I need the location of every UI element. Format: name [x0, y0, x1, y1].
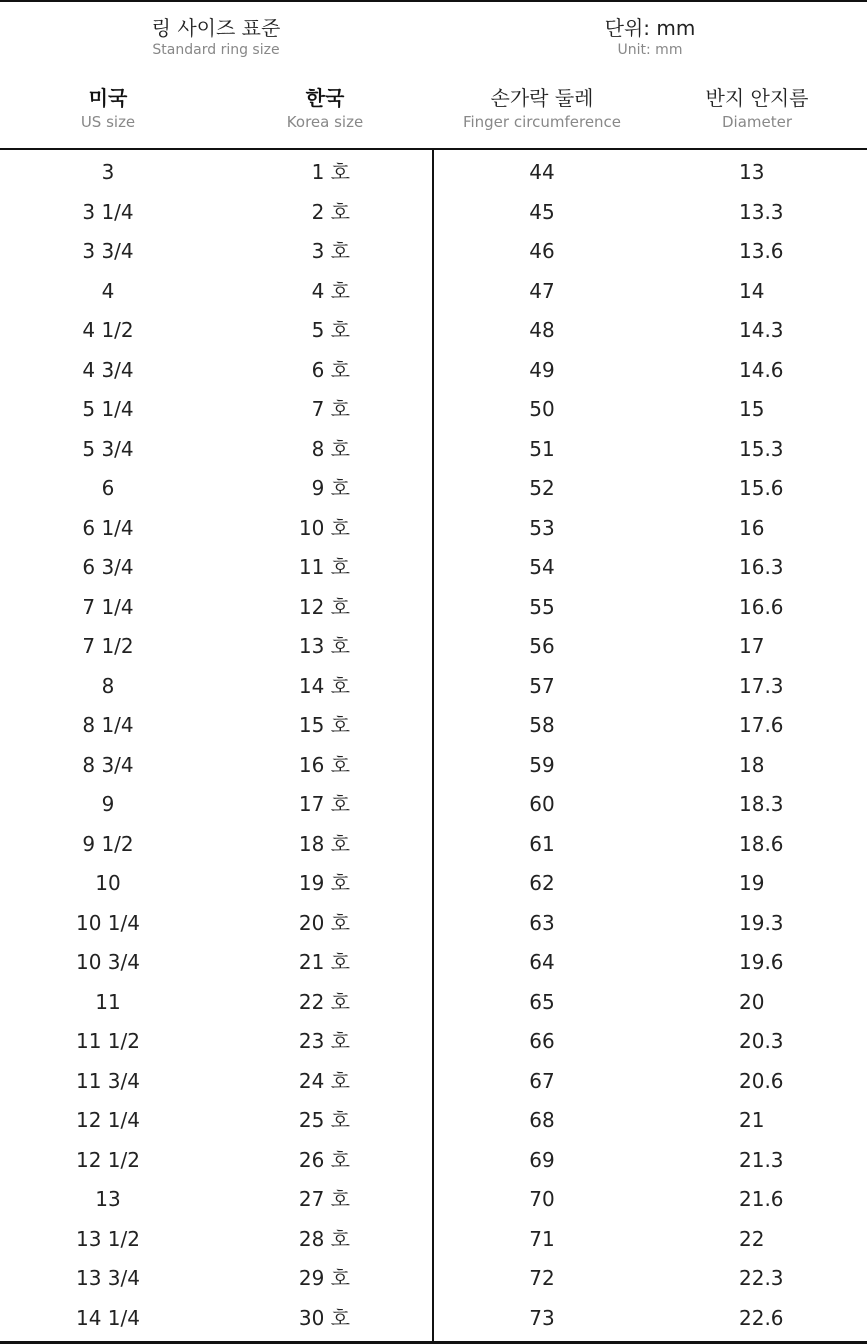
finger-circumference-cell: 71: [529, 1226, 555, 1251]
us-size-cell: 11 1/2: [76, 1029, 140, 1053]
korea-size-cell: 2 호: [311, 199, 350, 224]
table-row: [0, 1141, 867, 1181]
us-size-cell: 4: [101, 278, 115, 303]
finger-circumference-cell: 44: [529, 160, 555, 184]
diameter-cell: 17.3: [739, 673, 784, 698]
finger-circumference-cell: 50: [529, 397, 555, 421]
table-row: [0, 351, 867, 391]
finger-circumference-cell: 68: [529, 1108, 555, 1132]
korea-size-cell: 10 호: [298, 515, 350, 540]
unit-heading-en: Unit: mm: [617, 42, 683, 58]
us-size-cell: 10: [95, 871, 121, 895]
us-size-cell: 9: [101, 792, 115, 816]
us-size-cell: 12 1/2: [76, 1147, 140, 1172]
us-size-cell: 3: [101, 160, 115, 184]
korea-size-cell: 30 호: [298, 1305, 350, 1330]
table-row: [0, 1101, 867, 1141]
finger-circumference-cell: 66: [529, 1029, 555, 1053]
korea-size-cell: 20 호: [298, 910, 350, 935]
table-row: [0, 983, 867, 1023]
us-size-cell: 8 3/4: [82, 752, 134, 777]
finger-circumference-cell: 70: [529, 1187, 555, 1211]
finger-circumference-cell: 56: [529, 634, 555, 658]
diameter-cell: 16.6: [739, 594, 784, 619]
finger-circumference-cell: 55: [529, 594, 555, 619]
korea-size-cell: 14 호: [298, 673, 350, 698]
us-size-cell: 13 1/2: [76, 1226, 140, 1251]
table-row: [0, 153, 867, 193]
diameter-cell: 13.6: [739, 239, 784, 263]
diameter-cell: 16: [739, 515, 765, 540]
korea-size-cell: 25 호: [298, 1108, 350, 1132]
finger-circumference-cell: 72: [529, 1266, 555, 1290]
us-size-cell: 12 1/4: [76, 1108, 140, 1132]
korea-size-cell: 24 호: [298, 1068, 350, 1093]
table-row: [0, 1259, 867, 1299]
diameter-cell: 22.6: [739, 1305, 784, 1330]
size-table-body: [0, 153, 867, 1338]
korea-size-cell: 29 호: [298, 1266, 350, 1290]
diameter-cell: 17.6: [739, 713, 784, 737]
finger-circumference-cell: 53: [529, 515, 555, 540]
group-heading-en: Standard ring size: [152, 42, 280, 58]
korea-size-cell: 1 호: [311, 160, 350, 184]
diameter-cell: 21: [739, 1108, 765, 1132]
diameter-cell: 18.6: [739, 831, 784, 856]
table-row: [0, 1062, 867, 1102]
group-heading-ko: 링 사이즈 표준: [151, 16, 281, 40]
table-row: [0, 864, 867, 904]
column-header-ko: 반지 안지름: [705, 86, 809, 110]
finger-circumference-cell: 60: [529, 792, 555, 816]
korea-size-cell: 21 호: [298, 950, 350, 974]
us-size-cell: 5 3/4: [82, 436, 134, 461]
diameter-cell: 21.3: [739, 1147, 784, 1172]
column-header-en: US size: [80, 113, 136, 131]
us-size-cell: 9 1/2: [82, 831, 134, 856]
finger-circumference-cell: 59: [529, 752, 555, 777]
table-row: [0, 746, 867, 786]
diameter-cell: 17: [739, 634, 765, 658]
diameter-cell: 21.6: [739, 1187, 784, 1211]
diameter-cell: 19: [739, 871, 765, 895]
unit-heading-ko: 단위: mm: [604, 16, 696, 40]
column-header-en: Finger circumference: [462, 113, 622, 131]
korea-size-cell: 3 호: [311, 239, 350, 263]
korea-size-cell: 12 호: [298, 594, 350, 619]
us-size-cell: 10 3/4: [76, 950, 140, 974]
table-row: [0, 272, 867, 312]
finger-circumference-cell: 45: [529, 199, 555, 224]
table-row: [0, 311, 867, 351]
finger-circumference-cell: 49: [529, 357, 555, 382]
diameter-cell: 19.6: [739, 950, 784, 974]
diameter-cell: 22: [739, 1226, 765, 1251]
us-size-cell: 5 1/4: [82, 397, 134, 421]
diameter-cell: 16.3: [739, 555, 784, 579]
us-size-cell: 6 3/4: [82, 555, 134, 579]
us-size-cell: 6: [101, 476, 115, 500]
us-size-cell: 11 3/4: [76, 1068, 140, 1093]
column-header-finger-circumference: [422, 88, 662, 130]
korea-size-cell: 7 호: [311, 397, 350, 421]
table-row: [0, 1180, 867, 1220]
table-row: [0, 943, 867, 983]
us-size-cell: 13 3/4: [76, 1266, 140, 1290]
table-row: [0, 904, 867, 944]
korea-size-cell: 11 호: [298, 555, 350, 579]
top-rule: [0, 0, 867, 2]
us-size-cell: 8 1/4: [82, 713, 134, 737]
korea-size-cell: 9 호: [311, 476, 350, 500]
table-row: [0, 1220, 867, 1260]
finger-circumference-cell: 69: [529, 1147, 555, 1172]
finger-circumference-cell: 48: [529, 318, 555, 342]
diameter-cell: 13: [739, 160, 765, 184]
table-row: [0, 469, 867, 509]
korea-size-cell: 28 호: [298, 1226, 350, 1251]
us-size-cell: 7 1/4: [82, 594, 134, 619]
finger-circumference-cell: 63: [529, 910, 555, 935]
korea-size-cell: 15 호: [298, 713, 350, 737]
korea-size-cell: 22 호: [298, 989, 350, 1014]
table-row: [0, 548, 867, 588]
korea-size-cell: 23 호: [298, 1029, 350, 1053]
us-size-cell: 10 1/4: [76, 910, 140, 935]
table-row: [0, 430, 867, 470]
table-row: [0, 232, 867, 272]
korea-size-cell: 18 호: [298, 831, 350, 856]
finger-circumference-cell: 57: [529, 673, 555, 698]
finger-circumference-cell: 61: [529, 831, 555, 856]
table-row: [0, 1022, 867, 1062]
column-header-ko: 한국: [305, 86, 345, 110]
table-row: [0, 509, 867, 549]
finger-circumference-cell: 46: [529, 239, 555, 263]
korea-size-cell: 5 호: [311, 318, 350, 342]
table-row: [0, 667, 867, 707]
diameter-cell: 14.6: [739, 357, 784, 382]
table-row: [0, 706, 867, 746]
us-size-cell: 13: [95, 1187, 121, 1211]
finger-circumference-cell: 52: [529, 476, 555, 500]
column-header-en: Diameter: [721, 113, 793, 131]
column-header-ko: 손가락 둘레: [490, 86, 594, 110]
us-size-cell: 8: [101, 673, 115, 698]
diameter-cell: 13.3: [739, 199, 784, 224]
table-row: [0, 825, 867, 865]
korea-size-cell: 19 호: [298, 871, 350, 895]
group-heading-ring-size: [66, 18, 366, 57]
table-row: [0, 785, 867, 825]
table-row: [0, 627, 867, 667]
korea-size-cell: 4 호: [311, 278, 350, 303]
diameter-cell: 15.3: [739, 436, 784, 461]
us-size-cell: 11: [95, 989, 121, 1014]
finger-circumference-cell: 62: [529, 871, 555, 895]
group-heading-unit: [500, 18, 800, 57]
column-header-diameter: [657, 88, 857, 130]
diameter-cell: 18.3: [739, 792, 784, 816]
finger-circumference-cell: 64: [529, 950, 555, 974]
finger-circumference-cell: 67: [529, 1068, 555, 1093]
diameter-cell: 20: [739, 989, 765, 1014]
diameter-cell: 19.3: [739, 910, 784, 935]
us-size-cell: 4 1/2: [82, 318, 134, 342]
korea-size-cell: 6 호: [311, 357, 350, 382]
table-row: [0, 193, 867, 233]
korea-size-cell: 8 호: [311, 436, 350, 461]
diameter-cell: 20.3: [739, 1029, 784, 1053]
diameter-cell: 20.6: [739, 1068, 784, 1093]
diameter-cell: 18: [739, 752, 765, 777]
table-row: [0, 1299, 867, 1339]
column-header-en: Korea size: [286, 113, 364, 131]
us-size-cell: 6 1/4: [82, 515, 134, 540]
finger-circumference-cell: 73: [529, 1305, 555, 1330]
diameter-cell: 14.3: [739, 318, 784, 342]
diameter-cell: 22.3: [739, 1266, 784, 1290]
us-size-cell: 14 1/4: [76, 1305, 140, 1330]
table-row: [0, 390, 867, 430]
table-row: [0, 588, 867, 628]
diameter-cell: 15.6: [739, 476, 784, 500]
korea-size-cell: 27 호: [298, 1187, 350, 1211]
korea-size-cell: 13 호: [298, 634, 350, 658]
finger-circumference-cell: 51: [529, 436, 555, 461]
diameter-cell: 15: [739, 397, 765, 421]
us-size-cell: 3 3/4: [82, 239, 134, 263]
us-size-cell: 7 1/2: [82, 634, 134, 658]
finger-circumference-cell: 65: [529, 989, 555, 1014]
column-header-ko: 미국: [88, 86, 128, 110]
finger-circumference-cell: 54: [529, 555, 555, 579]
us-size-cell: 3 1/4: [82, 199, 134, 224]
column-header-us-size: [8, 88, 208, 130]
korea-size-cell: 17 호: [298, 792, 350, 816]
diameter-cell: 14: [739, 278, 765, 303]
korea-size-cell: 26 호: [298, 1147, 350, 1172]
us-size-cell: 4 3/4: [82, 357, 134, 382]
column-header-korea-size: [225, 88, 425, 130]
korea-size-cell: 16 호: [298, 752, 350, 777]
finger-circumference-cell: 47: [529, 278, 555, 303]
finger-circumference-cell: 58: [529, 713, 555, 737]
